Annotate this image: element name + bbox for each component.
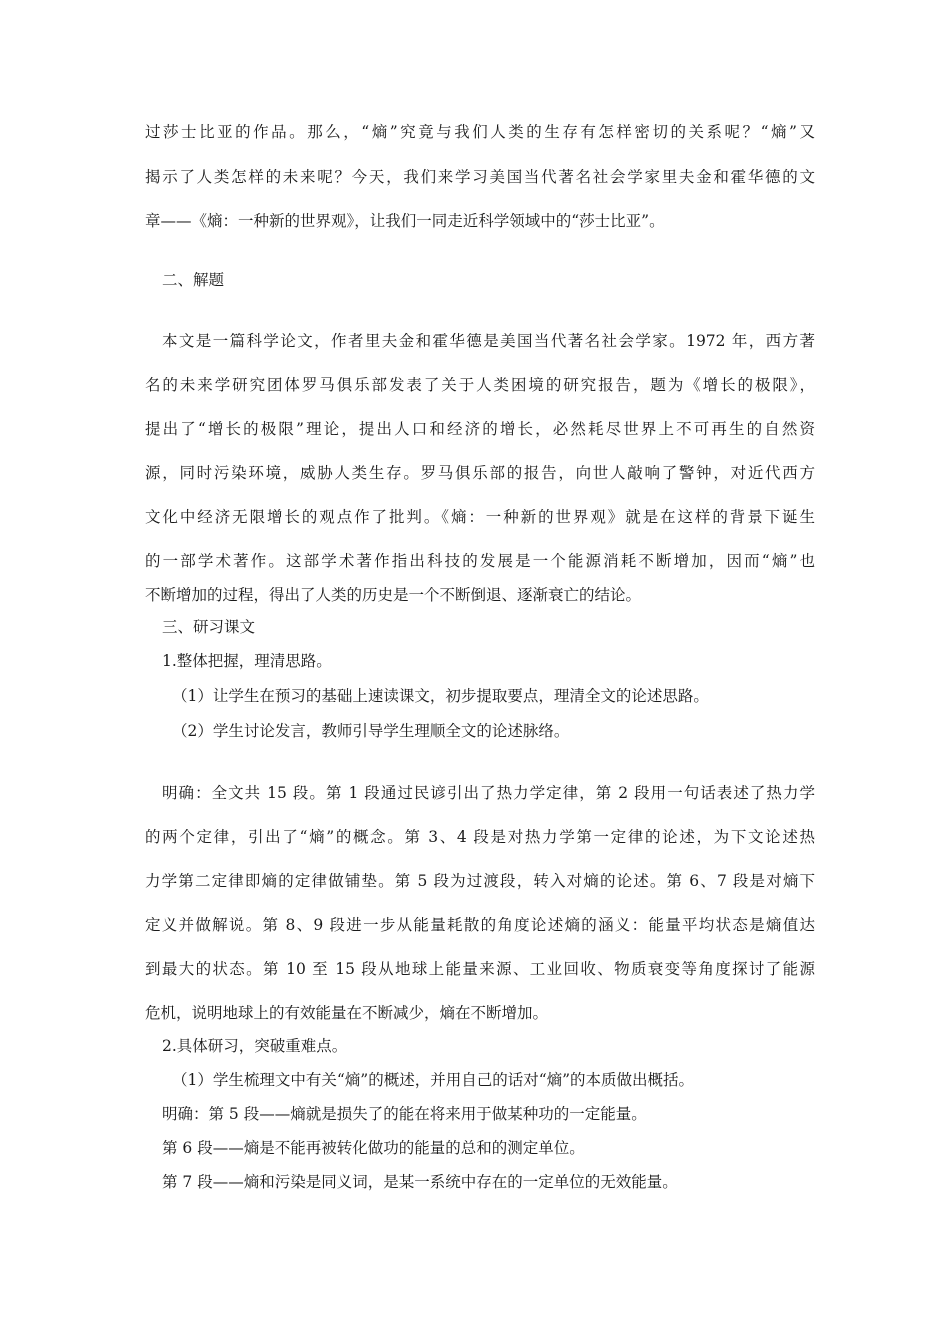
step2-item-1: （1）学生梳理文中有关“熵”的概述，并用自己的话对“熵”的本质做出概括。 bbox=[172, 1071, 695, 1089]
clarify-line-2: 的两个定律，引出了“熵”的概念。第 3、4 段是对热力学第一定律的论述，为下文论述热 bbox=[145, 828, 815, 846]
step1-title: 1.整体把握，理清思路。 bbox=[162, 652, 332, 670]
clarify-line-5: 到最大的状态。第 10 至 15 段从地球上能量来源、工业回收、物质衰变等角度探讨了能源 bbox=[145, 960, 815, 978]
section-heading-jieti: 二、解题 bbox=[162, 271, 225, 289]
jieti-line-3: 提出了“增长的极限”理论，提出人口和经济的增长，必然耗尽世界上不可再生的自然资 bbox=[145, 420, 815, 438]
clarify-line-6: 危机，说明地球上的有效能量在不断减少，熵在不断增加。 bbox=[145, 1004, 549, 1022]
intro-line-3: 章——《熵：一种新的世界观》，让我们一同走近科学领域中的“莎士比亚”。 bbox=[145, 212, 665, 230]
step2-answer-2: 第 6 段——熵是不能再被转化做功的能量的总和的测定单位。 bbox=[162, 1139, 585, 1157]
step1-item-1: （1）让学生在预习的基础上速读课文，初步提取要点，理清全文的论述思路。 bbox=[172, 687, 709, 705]
clarify-line-1: 明确：全文共 15 段。第 1 段通过民谚引出了热力学定律，第 2 段用一句话表述了热力学 bbox=[162, 784, 815, 802]
jieti-line-1: 本文是一篇科学论文，作者里夫金和霍华德是美国当代著名社会学家。1972 年，西方著 bbox=[162, 332, 815, 350]
step1-item-2: （2）学生讨论发言，教师引导学生理顺全文的论述脉络。 bbox=[172, 722, 570, 740]
jieti-line-7: 不断增加的过程，得出了人类的历史是一个不断倒退、逐渐衰亡的结论。 bbox=[145, 586, 642, 604]
intro-line-1: 过莎士比亚的作品。那么，“熵”究竟与我们人类的生存有怎样密切的关系呢？“熵”又 bbox=[145, 123, 815, 141]
jieti-line-5: 文化中经济无限增长的观点作了批判。《熵：一种新的世界观》就是在这样的背景下诞生 bbox=[145, 508, 815, 526]
step2-answer-1: 明确：第 5 段——熵就是损失了的能在将来用于做某种功的一定能量。 bbox=[162, 1105, 647, 1123]
section-heading-yanxi: 三、研习课文 bbox=[162, 618, 256, 636]
step2-answer-3: 第 7 段——熵和污染是同义词，是某一系统中存在的一定单位的无效能量。 bbox=[162, 1173, 678, 1191]
jieti-line-6: 的一部学术著作。这部学术著作指出科技的发展是一个能源消耗不断增加，因而“熵”也 bbox=[145, 552, 815, 570]
jieti-line-4: 源，同时污染环境，威胁人类生存。罗马俱乐部的报告，向世人敲响了警钟，对近代西方 bbox=[145, 464, 815, 482]
step2-title: 2.具体研习，突破重难点。 bbox=[162, 1037, 348, 1055]
clarify-line-4: 定义并做解说。第 8、9 段进一步从能量耗散的角度论述熵的涵义：能量平均状态是熵值达 bbox=[145, 916, 815, 934]
intro-line-2: 揭示了人类怎样的未来呢？今天，我们来学习美国当代著名社会学家里夫金和霍华德的文 bbox=[145, 168, 815, 186]
jieti-line-2: 名的未来学研究团体罗马俱乐部发表了关于人类困境的研究报告，题为《增长的极限》， bbox=[145, 376, 815, 394]
clarify-line-3: 力学第二定律即熵的定律做铺垫。第 5 段为过渡段，转入对熵的论述。第 6、7 段是对熵下 bbox=[145, 872, 815, 890]
